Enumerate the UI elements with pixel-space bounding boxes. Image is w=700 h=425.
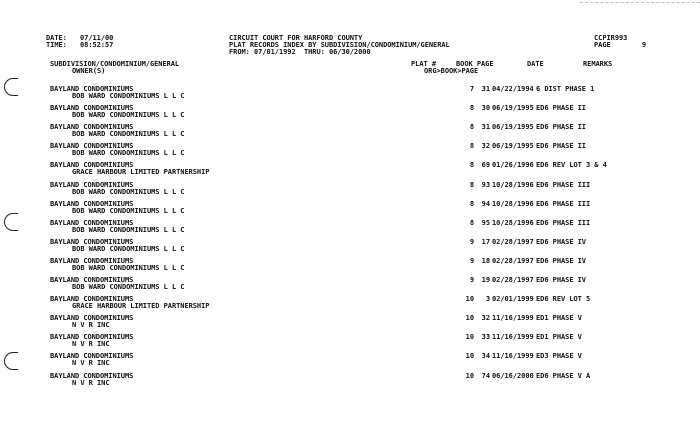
owner-name: N V R INC [72,359,110,367]
page-number: 33 [481,333,490,341]
subdivision-name: BAYLAND CONDOMINIUMS [50,181,134,189]
column-owner: OWNER(S) [72,67,106,75]
page-number: 95 [481,219,490,227]
remarks: ED1 PHASE V [536,314,582,322]
record-date: 11/16/1999 [492,333,534,341]
owner-name: BOB WARD CONDOMINIUMS L L C [72,130,185,138]
remarks: ED6 PHASE II [536,104,586,112]
column-remarks: REMARKS [583,60,613,68]
time-value: 08:52:57 [80,41,114,49]
owner-name: BOB WARD CONDOMINIUMS L L C [72,149,185,157]
book-number: 8 [469,123,474,131]
time-label: TIME: [46,41,67,49]
record-date: 02/28/1997 [492,257,534,265]
remarks: ED1 PHASE V [536,333,582,341]
page-number: 18 [481,257,490,265]
page-number: 3 [485,295,490,303]
subdivision-name: BAYLAND CONDOMINIUMS [50,123,134,131]
book-number: 8 [469,200,474,208]
subdivision-name: BAYLAND CONDOMINIUMS [50,219,134,227]
book-number: 8 [469,142,474,150]
remarks: ED6 PHASE IV [536,238,586,246]
record-date: 11/16/1999 [492,314,534,322]
owner-name: GRACE HARBOUR LIMITED PARTNERSHIP [72,302,210,310]
record-date: 06/19/1995 [492,142,534,150]
remarks: ED6 PHASE V A [536,372,591,380]
page-number: 74 [481,372,490,380]
book-number: 10 [465,333,474,341]
book-number: 10 [465,295,474,303]
remarks: ED6 PHASE II [536,123,586,131]
owner-name: BOB WARD CONDOMINIUMS L L C [72,188,185,196]
page-number: 32 [481,142,490,150]
book-number: 8 [469,161,474,169]
binder-hole [4,352,18,370]
book-number: 9 [469,238,474,246]
subdivision-name: BAYLAND CONDOMINIUMS [50,314,134,322]
subdivision-name: BAYLAND CONDOMINIUMS [50,295,134,303]
owner-name: GRACE HARBOUR LIMITED PARTNERSHIP [72,168,210,176]
book-number: 10 [465,372,474,380]
column-plat: PLAT # [411,60,436,68]
owner-name: BOB WARD CONDOMINIUMS L L C [72,264,185,272]
page-number: 19 [481,276,490,284]
subdivision-name: BAYLAND CONDOMINIUMS [50,257,134,265]
remarks: ED6 PHASE III [536,200,591,208]
book-number: 7 [469,85,474,93]
page-number: 31 [481,85,490,93]
subdivision-name: BAYLAND CONDOMINIUMS [50,238,134,246]
remarks: ED6 PHASE IV [536,276,586,284]
page-number: 93 [481,181,490,189]
owner-name: BOB WARD CONDOMINIUMS L L C [72,92,185,100]
subdivision-name: BAYLAND CONDOMINIUMS [50,200,134,208]
record-date: 10/28/1996 [492,219,534,227]
report-id: CCPIR993 [594,34,628,42]
book-number: 9 [469,257,474,265]
book-number: 10 [465,314,474,322]
owner-name: BOB WARD CONDOMINIUMS L L C [72,111,185,119]
record-date: 10/28/1996 [492,200,534,208]
column-subdivision: SUBDIVISION/CONDOMINIUM/GENERAL [50,60,180,68]
subdivision-name: BAYLAND CONDOMINIUMS [50,142,134,150]
record-date: 02/01/1999 [492,295,534,303]
subdivision-name: BAYLAND CONDOMINIUMS [50,161,134,169]
date-range: FROM: 07/01/1992 THRU: 06/30/2000 [229,48,371,56]
owner-name: BOB WARD CONDOMINIUMS L L C [72,226,185,234]
subdivision-name: BAYLAND CONDOMINIUMS [50,352,134,360]
owner-name: BOB WARD CONDOMINIUMS L L C [72,283,185,291]
book-number: 8 [469,104,474,112]
remarks: ED6 PHASE II [536,142,586,150]
column-org-book-page: ORG>BOOK>PAGE [424,67,479,75]
page-number: 69 [481,161,490,169]
owner-name: N V R INC [72,321,110,329]
page-number: 34 [481,352,490,360]
remarks: ED6 PHASE IV [536,257,586,265]
binder-hole [4,213,18,231]
record-date: 06/19/1995 [492,104,534,112]
book-number: 8 [469,181,474,189]
remarks: ED6 REV LOT 5 [536,295,591,303]
owner-name: N V R INC [72,340,110,348]
subdivision-name: BAYLAND CONDOMINIUMS [50,333,134,341]
date-label: DATE: [46,34,67,42]
record-date: 02/28/1997 [492,238,534,246]
record-date: 11/16/1999 [492,352,534,360]
date-value: 07/11/00 [80,34,114,42]
record-date: 06/19/1995 [492,123,534,131]
court-name: CIRCUIT COURT FOR HARFORD COUNTY [229,34,363,42]
remarks: 6 DIST PHASE 1 [536,85,595,93]
page-number: 31 [481,123,490,131]
owner-name: N V R INC [72,379,110,387]
report-title: PLAT RECORDS INDEX BY SUBDIVISION/CONDOMINIUM/GENERAL [229,41,450,49]
column-book-page: BOOK PAGE [456,60,494,68]
page-number: 17 [481,238,490,246]
page-number: 9 [641,41,646,49]
owner-name: BOB WARD CONDOMINIUMS L L C [72,207,185,215]
book-number: 10 [465,352,474,360]
column-date: DATE [527,60,544,68]
page-number: 30 [481,104,490,112]
owner-name: BOB WARD CONDOMINIUMS L L C [72,245,185,253]
subdivision-name: BAYLAND CONDOMINIUMS [50,276,134,284]
subdivision-name: BAYLAND CONDOMINIUMS [50,372,134,380]
book-number: 9 [469,276,474,284]
remarks: ED6 REV LOT 3 & 4 [536,161,607,169]
record-date: 10/28/1996 [492,181,534,189]
book-number: 8 [469,219,474,227]
subdivision-name: BAYLAND CONDOMINIUMS [50,104,134,112]
remarks: ED6 PHASE III [536,181,591,189]
perforation-line [580,2,700,3]
subdivision-name: BAYLAND CONDOMINIUMS [50,85,134,93]
binder-hole [4,78,18,96]
page-number: 94 [481,200,490,208]
record-date: 02/28/1997 [492,276,534,284]
record-date: 06/16/2000 [492,372,534,380]
remarks: ED3 PHASE V [536,352,582,360]
page-number: 32 [481,314,490,322]
record-date: 04/22/1994 [492,85,534,93]
record-date: 01/26/1996 [492,161,534,169]
remarks: ED6 PHASE III [536,219,591,227]
page-label: PAGE [594,41,611,49]
